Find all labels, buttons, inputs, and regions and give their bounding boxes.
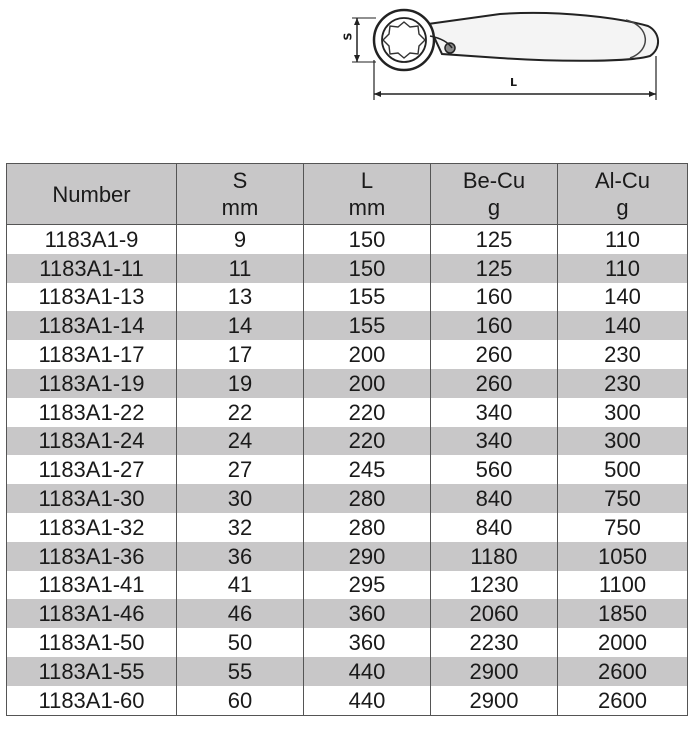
table-row xyxy=(7,542,688,571)
cell-s: 22 xyxy=(177,398,304,427)
cell-al-cu: 230 xyxy=(558,369,688,398)
cell-be-cu: 1180 xyxy=(431,542,558,571)
cell-be-cu: 1230 xyxy=(431,571,558,600)
cell-l: 360 xyxy=(304,628,431,657)
table-row xyxy=(7,254,688,283)
cell-number: 1183A1-24 xyxy=(7,427,177,456)
cell-al-cu: 140 xyxy=(558,311,688,340)
cell-l: 200 xyxy=(304,369,431,398)
cell-be-cu: 2900 xyxy=(431,686,558,715)
cell-al-cu: 1850 xyxy=(558,599,688,628)
cell-s: 50 xyxy=(177,628,304,657)
header-al-cu: Al-Cu g xyxy=(558,164,688,225)
cell-be-cu: 340 xyxy=(431,427,558,456)
cell-be-cu: 560 xyxy=(431,455,558,484)
table-row xyxy=(7,311,688,340)
cell-number: 1183A1-19 xyxy=(7,369,177,398)
wrench-drawing xyxy=(330,0,670,120)
cell-al-cu: 2600 xyxy=(558,657,688,686)
cell-be-cu: 2230 xyxy=(431,628,558,657)
cell-be-cu: 840 xyxy=(431,484,558,513)
dimension-l-label: L xyxy=(510,76,518,89)
cell-l: 245 xyxy=(304,455,431,484)
cell-al-cu: 1100 xyxy=(558,571,688,600)
cell-be-cu: 840 xyxy=(431,513,558,542)
table-row xyxy=(7,628,688,657)
cell-s: 11 xyxy=(177,254,304,283)
cell-number: 1183A1-14 xyxy=(7,311,177,340)
table-row xyxy=(7,599,688,628)
cell-l: 155 xyxy=(304,283,431,312)
table-row xyxy=(7,513,688,542)
cell-number: 1183A1-30 xyxy=(7,484,177,513)
table-row xyxy=(7,340,688,369)
cell-s: 46 xyxy=(177,599,304,628)
table-row xyxy=(7,369,688,398)
dimension-s-label: S xyxy=(341,32,355,41)
table-row xyxy=(7,686,688,715)
cell-l: 150 xyxy=(304,225,431,254)
table-row xyxy=(7,455,688,484)
table-row xyxy=(7,657,688,686)
cell-al-cu: 140 xyxy=(558,283,688,312)
cell-al-cu: 2000 xyxy=(558,628,688,657)
cell-l: 155 xyxy=(304,311,431,340)
cell-al-cu: 110 xyxy=(558,225,688,254)
table-row xyxy=(7,571,688,600)
cell-be-cu: 160 xyxy=(431,311,558,340)
cell-l: 280 xyxy=(304,484,431,513)
cell-s: 60 xyxy=(177,686,304,715)
header-be-cu: Be-Cu g xyxy=(431,164,558,225)
cell-number: 1183A1-32 xyxy=(7,513,177,542)
header-row xyxy=(7,164,688,225)
cell-al-cu: 750 xyxy=(558,484,688,513)
cell-l: 290 xyxy=(304,542,431,571)
cell-al-cu: 500 xyxy=(558,455,688,484)
cell-al-cu: 300 xyxy=(558,427,688,456)
cell-al-cu: 2600 xyxy=(558,686,688,715)
cell-be-cu: 260 xyxy=(431,369,558,398)
cell-be-cu: 340 xyxy=(431,398,558,427)
cell-number: 1183A1-41 xyxy=(7,571,177,600)
cell-l: 280 xyxy=(304,513,431,542)
table-row xyxy=(7,427,688,456)
cell-s: 30 xyxy=(177,484,304,513)
cell-al-cu: 750 xyxy=(558,513,688,542)
cell-l: 440 xyxy=(304,686,431,715)
table-row xyxy=(7,225,688,254)
cell-number: 1183A1-17 xyxy=(7,340,177,369)
cell-al-cu: 230 xyxy=(558,340,688,369)
cell-s: 41 xyxy=(177,571,304,600)
cell-be-cu: 2900 xyxy=(431,657,558,686)
cell-l: 295 xyxy=(304,571,431,600)
table-row xyxy=(7,283,688,312)
cell-be-cu: 2060 xyxy=(431,599,558,628)
cell-number: 1183A1-9 xyxy=(7,225,177,254)
cell-s: 19 xyxy=(177,369,304,398)
cell-number: 1183A1-11 xyxy=(7,254,177,283)
cell-s: 17 xyxy=(177,340,304,369)
cell-al-cu: 300 xyxy=(558,398,688,427)
cell-al-cu: 110 xyxy=(558,254,688,283)
cell-number: 1183A1-60 xyxy=(7,686,177,715)
cell-s: 24 xyxy=(177,427,304,456)
cell-number: 1183A1-13 xyxy=(7,283,177,312)
cell-be-cu: 125 xyxy=(431,225,558,254)
cell-be-cu: 160 xyxy=(431,283,558,312)
cell-s: 27 xyxy=(177,455,304,484)
ratchet-ring-wrench-icon xyxy=(330,0,670,120)
cell-s: 13 xyxy=(177,283,304,312)
cell-l: 360 xyxy=(304,599,431,628)
cell-be-cu: 260 xyxy=(431,340,558,369)
cell-number: 1183A1-50 xyxy=(7,628,177,657)
cell-number: 1183A1-46 xyxy=(7,599,177,628)
table-row xyxy=(7,398,688,427)
cell-l: 200 xyxy=(304,340,431,369)
header-l: L mm xyxy=(304,164,431,225)
cell-be-cu: 125 xyxy=(431,254,558,283)
cell-s: 55 xyxy=(177,657,304,686)
cell-s: 9 xyxy=(177,225,304,254)
table-body xyxy=(7,225,688,716)
cell-l: 150 xyxy=(304,254,431,283)
cell-number: 1183A1-55 xyxy=(7,657,177,686)
cell-s: 14 xyxy=(177,311,304,340)
table-row xyxy=(7,484,688,513)
cell-number: 1183A1-36 xyxy=(7,542,177,571)
cell-l: 220 xyxy=(304,398,431,427)
cell-s: 36 xyxy=(177,542,304,571)
cell-l: 220 xyxy=(304,427,431,456)
cell-al-cu: 1050 xyxy=(558,542,688,571)
cell-number: 1183A1-22 xyxy=(7,398,177,427)
cell-s: 32 xyxy=(177,513,304,542)
spec-table xyxy=(6,163,688,716)
header-number: Number xyxy=(7,164,177,225)
cell-l: 440 xyxy=(304,657,431,686)
cell-number: 1183A1-27 xyxy=(7,455,177,484)
header-s: S mm xyxy=(177,164,304,225)
